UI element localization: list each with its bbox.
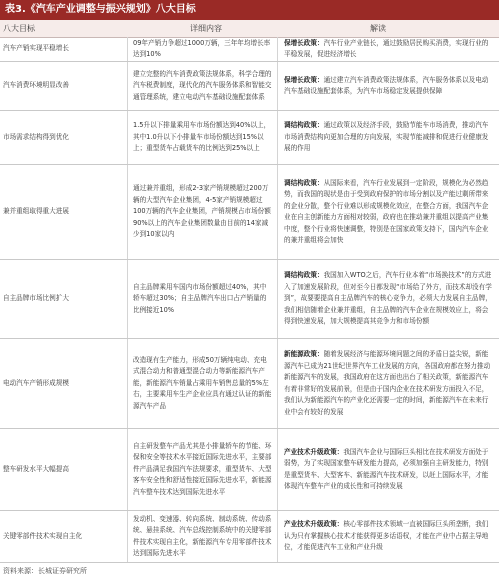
detail-cell (128, 339, 278, 428)
table-row (0, 260, 499, 339)
goal-cell (0, 111, 128, 164)
detail-cell (128, 62, 278, 110)
goal-cell (0, 429, 128, 510)
goal-text: 市场需求结构得到优化 (3, 132, 69, 141)
insight-title: 新能源政策： (284, 350, 324, 358)
header-insight: 解读 (370, 24, 386, 33)
goal-cell (0, 339, 128, 428)
insight-text: 汽车行业产业链长，通过鼓励居民购买消费，实现行业的平稳发展，促进经济增长 (284, 38, 489, 58)
insight-cell (278, 260, 499, 338)
detail-text: 发动机、变速器、转向系统、制动系统、传动系统、悬挂系统、汽车总线控制系统中的关键零部件技术实现自主化，新能源汽车专用零部件技术达到国际先进水平 (133, 514, 272, 557)
detail-text: 1.5升以下排量乘用车市场份额达到40%以上，其中1.0升以下小排量车市场份额达到15%以上；重型货车占载货车的比例达到25%以上 (133, 121, 271, 153)
table-row (0, 339, 499, 429)
detail-cell (128, 165, 278, 259)
goal-text: 汽车消费环境明显改善 (3, 81, 69, 90)
insight-title: 调结构政策： (284, 121, 324, 130)
detail-text: 09年产销力争超过1000万辆，三年年均增长率达到10% (133, 38, 271, 58)
insight-title: 调结构政策： (284, 271, 324, 280)
goal-cell (0, 62, 128, 110)
header-detail: 详细内容 (190, 24, 222, 33)
goal-text: 关键零部件技术实现自主化 (3, 531, 83, 540)
goal-cell (0, 511, 128, 562)
table-row (0, 111, 499, 165)
detail-cell (128, 37, 278, 61)
goal-cell (0, 165, 128, 259)
table-row (0, 511, 499, 563)
insight-title: 保增长政策： (284, 38, 324, 47)
insight-text: 通过建立汽车消费政策法规体系，汽车服务体系以及电动汽车基础设施配套体系，为汽车市场稳定发展提供保障 (284, 75, 489, 95)
detail-text: 改造现有生产能力，形成50万辆纯电动、充电式混合动力和普通型混合动力等新能源汽车产能，新能源汽车销量占乘用车销售总量的5%左右，主要乘用车生产企业应具有通过认证的新能源汽车产品 (133, 355, 272, 410)
insight-text: 我国加入WTO之后，汽车行业本着“市场换技术”的方式进入了加速发展阶段，但对至今日都发现“市场给了外方，而技术却没有学到”，故要要提高自主品牌汽车的核心竞争力，必须大力发展自主品牌，我们相信随着企业兼并重组，自主品牌的汽车企业在规模效应上，将会得到快速发展，加大规模提高其竞争力和市场份额 (284, 271, 492, 326)
detail-text: 自主研发整车产品尤其是小排量轿车的节能、环保和安全等技术水平接近国际先进水平，主要部件产品满足我国汽车法规要求，重型货车、大型客车安全性和舒适性接近国际先进水平，新能源汽车整车技术达到国际先进水平 (133, 441, 272, 496)
table-row (0, 165, 499, 260)
insight-cell (278, 62, 499, 110)
table-title: 表3.《汽车产业调整与振兴规划》八大目标 (0, 0, 499, 20)
source-note: 资料来源：长城证券研究所 (3, 567, 87, 575)
insight-cell (278, 429, 499, 510)
insight-cell (278, 339, 499, 428)
goal-cell (0, 260, 128, 338)
detail-text: 通过兼并重组，形成2-3家产销规模超过200万辆的大型汽车企业集团，4-5家产销规模超过100万辆的汽车企业集团，产销规模占市场份额90%以上的汽车企业集团数量由目前的14家减少到10家以内 (133, 184, 271, 239)
insight-text: 通过政策以及经济手段，鼓励节能车市场消费，推动汽车市场消费结构向更加合理的方向发展，实现节能减排和促进行业健康发展的作用 (284, 121, 489, 153)
insight-cell (278, 165, 499, 259)
goal-text: 兼并重组取得重大进展 (3, 207, 69, 216)
goal-text: 汽车产销实现平稳增长 (3, 44, 69, 53)
detail-cell (128, 260, 278, 338)
insight-title: 保增长政策： (284, 75, 324, 84)
table-row (0, 62, 499, 111)
detail-text: 建立完整的汽车消费政策法规体系，科学合理的汽车税费制度，现代化的汽车服务体系和智能交通管理系统，建立电动汽车基础设施配套体系 (133, 69, 272, 101)
table-row (0, 429, 499, 511)
insight-title: 调结构政策： (284, 178, 324, 187)
insight-text: 我国汽车企业与国际巨头相比在技术研发方面处于弱势，为了实现国家整车研发能力提高，必须加强自主研发能力，特别是重型货车、大型客车、新能源汽车技术研发，以赶上国际水平，才能体现汽车整车产业的成长性和可持续发展 (284, 447, 489, 490)
goal-text: 电动汽车产销形成规模 (3, 378, 69, 387)
table-row (0, 37, 499, 62)
detail-cell (128, 429, 278, 510)
insight-cell (278, 511, 499, 562)
insight-cell (278, 37, 499, 61)
insight-text: 随着发展经济与能源环境问题之间的矛盾日益尖锐，新能源汽车已成为21世纪世界汽车工业发展的方向，各国政府都在努力推动新能源汽车的发展，我国政府在这方面也出台了相关政策，新能源汽车有着非常好的发展前景，但是由于国内企业在技术研发方面投入不足，我们认为新能源汽车的产业化还需要一定的时间，新能源汽车在未来行业中会有较好的发展 (284, 350, 491, 416)
insight-title: 产业技术升级政策： (284, 520, 344, 529)
goal-text: 整车研发水平大幅提高 (3, 464, 69, 473)
detail-text: 自主品牌乘用车国内市场份额超过40%，其中轿车超过30%；自主品牌汽车出口占产销量的比例接近10% (133, 282, 267, 314)
header-goal: 八大目标 (3, 24, 35, 33)
insight-text: 核心零部件技术领域一直被国际巨头所垄断，我们认为只有掌握核心技术才能获得更多话语权，才能在产业中占据主导地位，才能促进汽车工业和产业升级 (284, 520, 489, 552)
goal-text: 自主品牌市场比例扩大 (3, 294, 69, 303)
insight-cell (278, 111, 499, 164)
goal-cell (0, 37, 128, 61)
table-header (0, 20, 499, 38)
insight-text: 从国际来看，汽车行业发展到一定阶段，规模化为必然趋势，而我国的现状是由于受到政府保护的市场分割以及产能过剩所带来的企业分散，整个行业难以形成规模化效应，在整合方面，我国汽车企业在自主创新能力方面相对较弱，政府也在推动兼并重组以提高产业集中度，整个行业将快速调整，特别是在国家政策支持下，国内汽车企业的兼并重组将会加快 (284, 178, 489, 244)
insight-title: 产业技术升级政策： (284, 447, 344, 456)
detail-cell (128, 511, 278, 562)
detail-cell (128, 111, 278, 164)
